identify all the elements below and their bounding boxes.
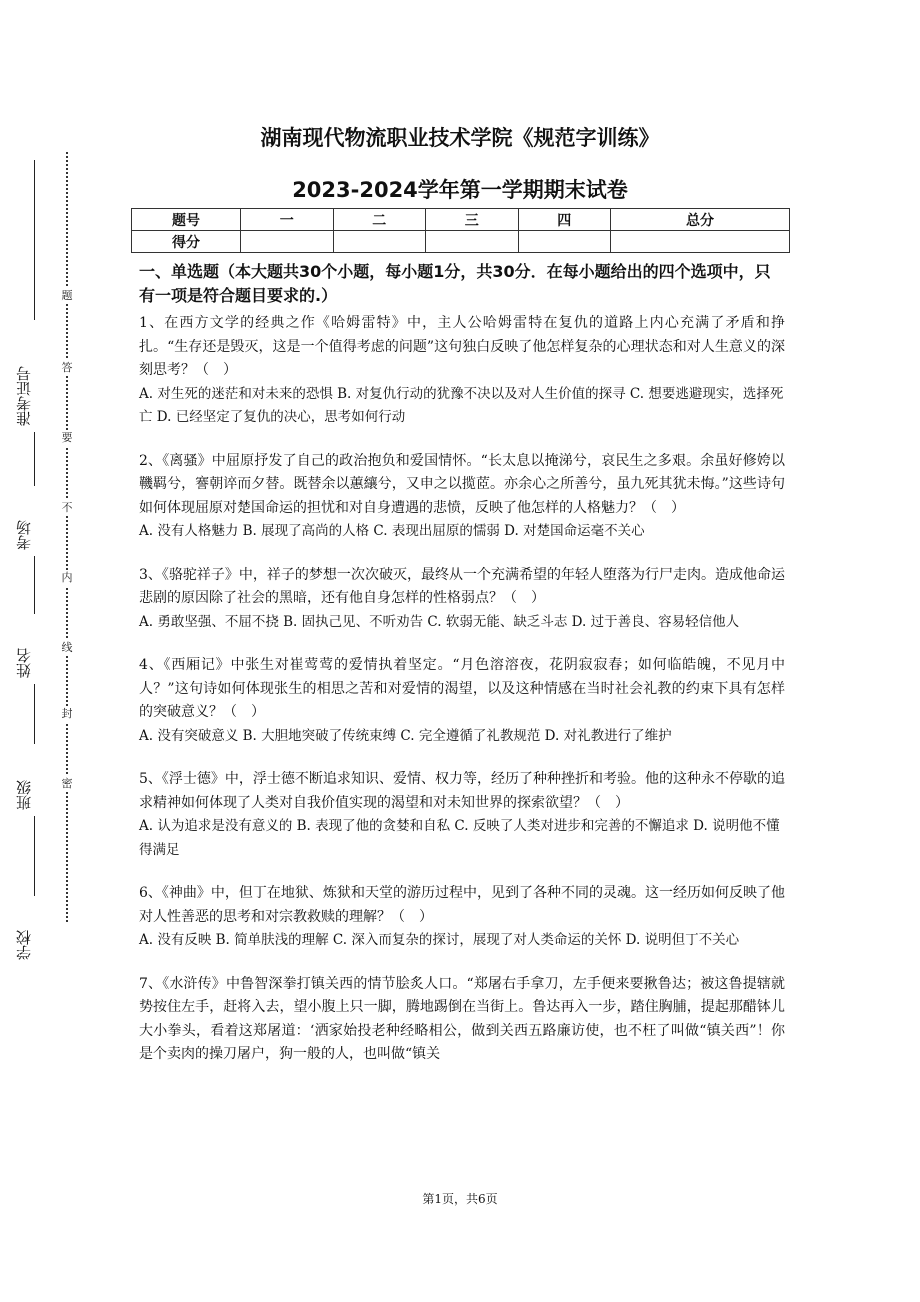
- question-options: A. 没有突破意义 B. 大胆地突破了传统束缚 C. 完全遵循了礼教规范 D. 对礼教进行了维护: [139, 727, 672, 744]
- section-title: 一、单选题（本大题共30个小题，每小题1分，共30分．在每小题给出的四个选项中，只有一项是符合题目要求的.）: [139, 262, 771, 305]
- seal-char: 密: [58, 776, 76, 792]
- question-options: A. 勇敢坚强、不屈不挠 B. 固执己见、不听劝告 C. 软弱无能、缺乏斗志 D. 过于善良、容易轻信他人: [139, 613, 740, 630]
- score-input-cell[interactable]: [241, 231, 334, 253]
- score-table-cell: 三: [426, 209, 519, 231]
- score-table-cell: 四: [518, 209, 611, 231]
- question-stem: 2、《离骚》中屈原抒发了自己的政治抱负和爱国情怀。“长太息以掩涕兮，哀民生之多艰。余虽好修姱以鞿羁兮，謇朝谇而夕替。既替余以蕙纕兮，又申之以揽茝。亦余心之所善兮，虽九死其犹未悔。”这些诗句如何体现屈原对楚国命运的担忧和对自身遭遇的悲愤，反映了他怎样的人格魅力？（ ）: [139, 452, 785, 516]
- question-item: [139, 450, 785, 544]
- question-stem: 5、《浮士德》中，浮士德不断追求知识、爱情、权力等，经历了种种挫折和考验。他的这种永不停歇的追求精神如何体现了人类对自我价值实现的渴望和对未知世界的探索欲望？（ ）: [139, 771, 785, 811]
- question-item: [139, 973, 785, 1067]
- seal-char: 要: [58, 430, 76, 446]
- question-options: A. 认为追求是没有意义的 B. 表现了他的贪婪和自私 C. 反映了人类对进步和完善的不懈追求 D. 说明他不懂得满足: [139, 818, 780, 858]
- seal-char: 封: [58, 706, 76, 722]
- score-input-cell[interactable]: [518, 231, 611, 253]
- score-input-cell[interactable]: [611, 231, 790, 253]
- score-table-cell: 一: [241, 209, 334, 231]
- score-table-cell: 得分: [132, 231, 241, 253]
- field-label-name: 姓名: [15, 648, 33, 678]
- exam-title: 湖南现代物流职业技术学院《规范字训练》: [260, 126, 660, 150]
- question-item: [139, 882, 785, 953]
- question-options: A. 没有人格魅力 B. 展现了高尚的人格 C. 表现出屈原的懦弱 D. 对楚国命运毫不关心: [139, 523, 645, 539]
- page-number: 第1页，共6页: [422, 1192, 498, 1206]
- question-stem: 6、《神曲》中，但丁在地狱、炼狱和天堂的游历过程中，见到了各种不同的灵魂。这一经历如何反映了他对人性善恶的思考和对宗教救赎的理解？（ ）: [139, 885, 785, 925]
- question-item: [139, 312, 785, 430]
- score-table-cell: 题号: [132, 209, 241, 231]
- seal-char: 不: [58, 500, 76, 516]
- field-label-class: 班级: [15, 780, 33, 810]
- field-line: [34, 556, 35, 614]
- field-line: [34, 684, 35, 744]
- seal-dashed-line: [66, 152, 68, 922]
- score-input-cell[interactable]: [333, 231, 426, 253]
- question-item: [139, 564, 785, 635]
- question-options: A. 没有反映 B. 简单肤浅的理解 C. 深入而复杂的探讨，展现了对人类命运的关怀 D. 说明但丁不关心: [139, 932, 740, 948]
- field-line: [34, 816, 35, 896]
- field-line: [34, 432, 35, 486]
- question-stem: 3、《骆驼祥子》中，祥子的梦想一次次破灭，最终从一个充满希望的年轻人堕落为行尸走肉。造成他命运悲剧的原因除了社会的黑暗，还有他自身怎样的性格弱点？（ ）: [139, 566, 785, 606]
- exam-subtitle: 2023-2024学年第一学期期末试卷: [292, 178, 628, 202]
- score-table-cell: 二: [333, 209, 426, 231]
- seal-char: 答: [58, 360, 76, 376]
- field-label-exam-number: 准考证号: [15, 366, 33, 426]
- seal-char: 内: [58, 570, 76, 586]
- question-stem: 7、《水浒传》中鲁智深拳打镇关西的情节脍炙人口。“郑屠右手拿刀，左手便来要揪鲁达；被这鲁提辖就势按住左手，赶将入去，望小腹上只一脚，腾地踢倒在当街上。鲁达再入一步，踏住胸脯，提起那醋钵儿大小拳头，看着这郑屠道：‘洒家始投老种经略相公，做到关西五路廉访使，也不枉了叫做“镇关西”！你是个卖肉的操刀屠户，狗一般的人，也叫做“镇关: [139, 975, 785, 1062]
- question-area: [139, 260, 785, 1087]
- field-label-exam-room: 考场: [15, 520, 33, 550]
- score-input-cell[interactable]: [426, 231, 519, 253]
- seal-char: 题: [58, 288, 76, 304]
- question-item: [139, 768, 785, 862]
- score-table: [131, 208, 790, 253]
- score-table-row: [132, 231, 790, 253]
- question-options: A. 对生死的迷茫和对未来的恐惧 B. 对复仇行动的犹豫不决以及对人生价值的探寻 C. 想要逃避现实，选择死亡 D. 已经坚定了复仇的决心，思考如何行动: [139, 385, 784, 425]
- score-table-cell: 总分: [611, 209, 790, 231]
- question-stem: 4、《西厢记》中张生对崔莺莺的爱情执着坚定。“月色溶溶夜，花阴寂寂春；如何临皓魄，不见月中人？”这句诗如何体现张生的相思之苦和对爱情的渴望，以及这种情感在当时社会礼教的约束下具有怎样的突破意义？（ ）: [139, 657, 785, 720]
- field-label-school: 学校: [15, 930, 33, 960]
- question-stem: 1、在西方文学的经典之作《哈姆雷特》中，主人公哈姆雷特在复仇的道路上内心充满了矛盾和挣扎。“生存还是毁灭，这是一个值得考虑的问题”这句独白反映了他怎样复杂的心理状态和对人生意义的深刻思考？（ ）: [139, 315, 785, 378]
- seal-char: 线: [58, 640, 76, 656]
- score-table-header-row: [132, 209, 790, 231]
- question-item: [139, 654, 785, 748]
